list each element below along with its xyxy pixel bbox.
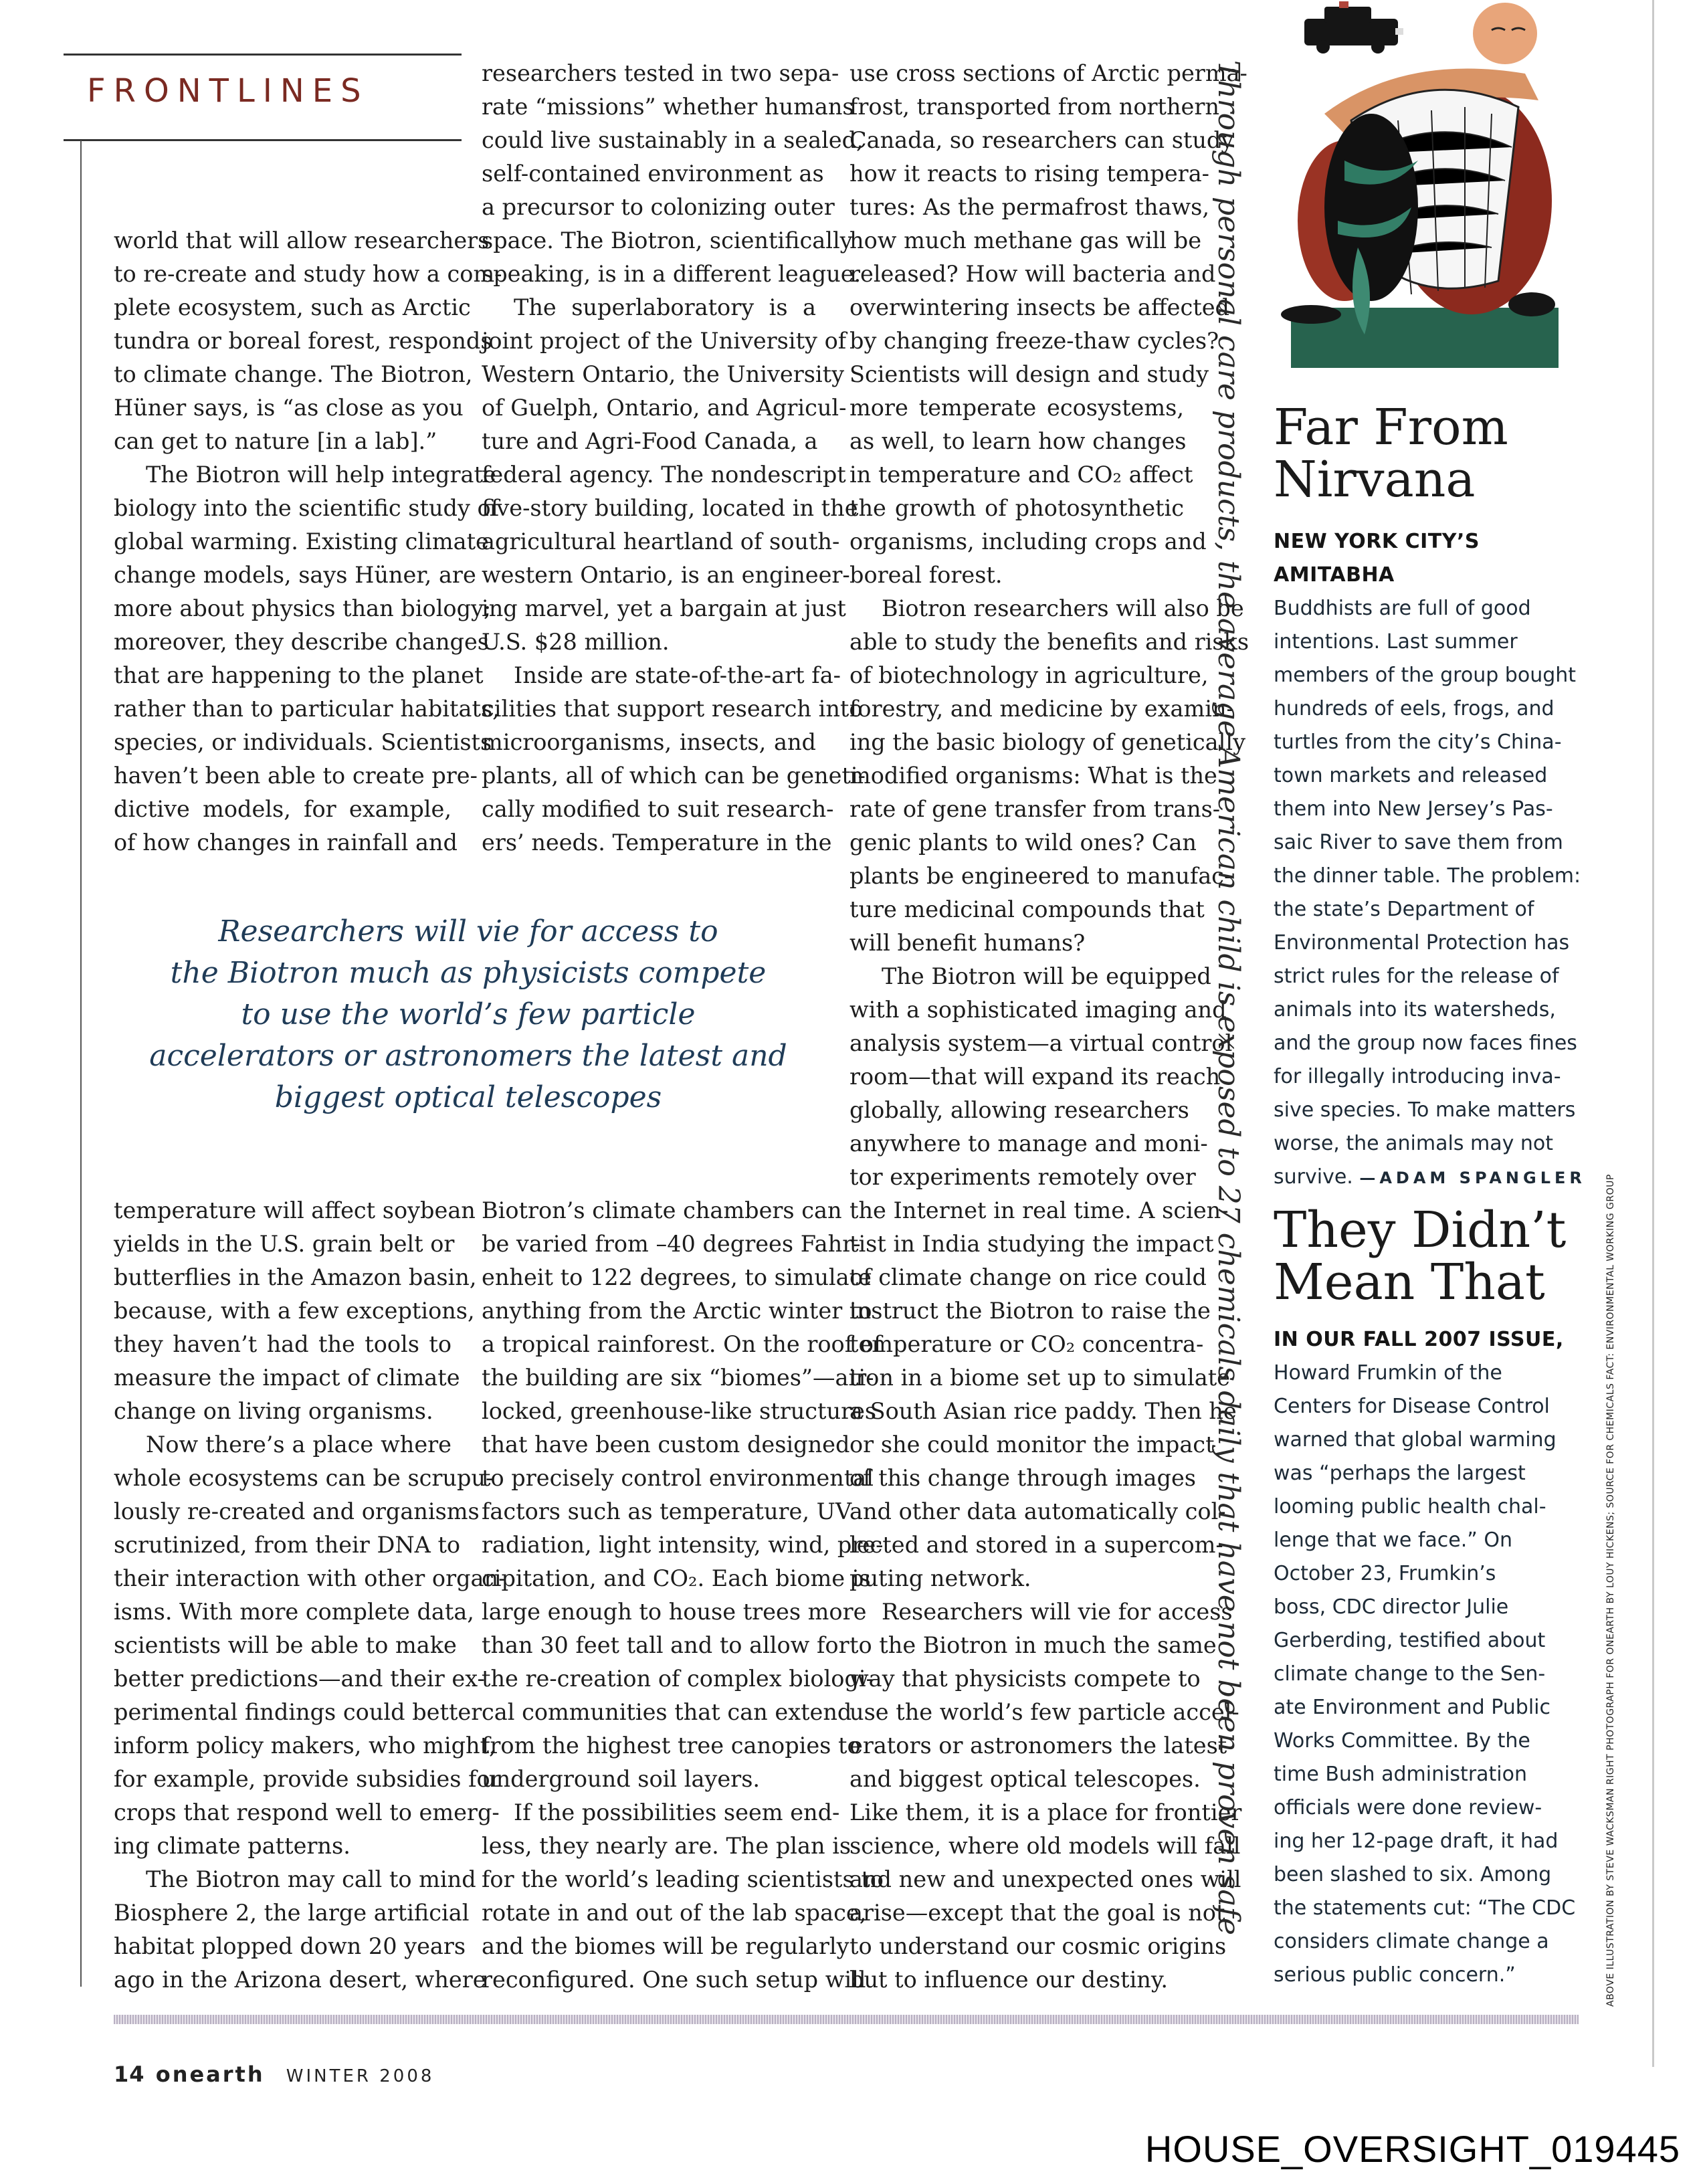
text-line: Now there’s a place where: [146, 1431, 452, 1458]
text-line: Canada, so researchers can study: [849, 127, 1234, 153]
text-line: organisms, including crops and: [849, 528, 1207, 555]
text-line: The Biotron will help integrate: [146, 462, 496, 488]
text-line: ing climate patterns.: [114, 1833, 350, 1859]
text-line: perimental findings could better: [114, 1699, 482, 1725]
text-line: Hüner says, is “as close as you: [114, 395, 464, 421]
story-line: worse, the animals may not: [1274, 1132, 1554, 1155]
sidebar-headline-far-from-nirvana: [1274, 401, 1508, 506]
text-line: rate “missions” whether humans: [482, 94, 854, 120]
text-line: tor experiments remotely over: [849, 1164, 1196, 1190]
text-line: world that will allow researchers: [114, 227, 490, 254]
text-line: use the world’s few particle accel-: [849, 1699, 1239, 1725]
text-line: rotate in and out of the lab space,: [482, 1900, 867, 1926]
text-line: moreover, they describe changes: [114, 629, 489, 655]
text-line: self-contained environment as: [482, 161, 824, 187]
text-line: the re-creation of complex biologi-: [482, 1666, 874, 1692]
text-line: factors such as temperature, UV: [482, 1498, 852, 1524]
text-line: plants be engineered to manufac-: [849, 863, 1232, 889]
text-line: Like them, it is a place for frontier: [849, 1799, 1242, 1825]
text-line: less, they nearly are. The plan is: [482, 1833, 852, 1859]
text-line: globally, allowing researchers: [849, 1097, 1189, 1123]
text-line: how it reacts to rising tempera-: [849, 161, 1209, 187]
text-line: whole ecosystems can be scrupu-: [114, 1465, 494, 1491]
text-line: frost, transported from northern: [849, 94, 1219, 120]
footer-rule: [114, 2015, 1579, 2024]
text-line: can get to nature [in a lab].”: [114, 428, 437, 454]
text-line: measure the impact of climate: [114, 1365, 460, 1391]
story-line: looming public health chal-: [1274, 1495, 1546, 1518]
column-left-rule: [80, 140, 82, 1987]
story-line: Howard Frumkin of the: [1274, 1361, 1502, 1385]
story-line: boss, CDC director Julie: [1274, 1595, 1509, 1619]
story-line: ing her 12-page draft, it had: [1274, 1829, 1559, 1853]
story-line: hundreds of eels, frogs, and: [1274, 697, 1555, 720]
pull-quote-line: to use the world’s few particle: [241, 997, 696, 1031]
text-line: speaking, is in a different league.: [482, 261, 862, 287]
text-line: scientists will be able to make: [114, 1632, 457, 1658]
pull-quote-line: accelerators or astronomers the latest and: [149, 1039, 787, 1073]
pull-quote: [127, 911, 809, 1118]
issue-date: WINTER 2008: [286, 2066, 435, 2086]
text-line: inform policy makers, who might,: [114, 1732, 496, 1759]
text-line: boreal forest.: [849, 562, 1003, 588]
bates-number: HOUSE_OVERSIGHT_019445: [1144, 2128, 1680, 2170]
text-line: scrutinized, from their DNA to: [114, 1532, 461, 1558]
text-line: Inside are state-of-the-art fa-: [514, 662, 841, 688]
story-kicker: IN OUR FALL 2007 ISSUE,: [1274, 1328, 1564, 1351]
section-label: FRONTLINES: [87, 72, 369, 110]
text-line: Western Ontario, the University: [482, 361, 845, 387]
text-line: the Internet in real time. A scien-: [849, 1197, 1229, 1223]
story-line: saic River to save them from: [1274, 831, 1563, 854]
story-line: time Bush administration: [1274, 1763, 1527, 1786]
text-line: federal agency. The nondescript: [482, 462, 846, 488]
text-line: The Biotron will be equipped: [882, 963, 1211, 989]
text-line: Researchers will vie for access: [882, 1599, 1233, 1625]
text-line: tures: As the permafrost thaws,: [849, 194, 1209, 220]
text-line: space. The Biotron, scientifically: [482, 227, 853, 254]
footer-folio: [114, 2062, 434, 2087]
text-line: change models, says Hüner, are: [114, 562, 476, 588]
text-line: The superlaboratory is a: [514, 294, 816, 320]
text-line: instruct the Biotron to raise the: [849, 1298, 1211, 1324]
text-line: temperature will affect soybean: [114, 1197, 476, 1223]
story-line: warned that global warming: [1274, 1428, 1557, 1452]
text-line: better predictions—and their ex-: [114, 1666, 485, 1692]
text-line: cal communities that can extend: [482, 1699, 852, 1725]
pull-quote-line: the Biotron much as physicists compete: [170, 956, 767, 990]
text-line: to understand our cosmic origins: [849, 1933, 1227, 1959]
text-line: science, where old models will fall: [849, 1833, 1241, 1859]
text-line: room—that will expand its reach: [849, 1064, 1221, 1090]
story-byline: —ADAM SPANGLER: [1359, 1169, 1586, 1187]
story-line: for illegally introducing inva-: [1274, 1065, 1561, 1088]
text-line: the building are six “biomes”—air-: [482, 1365, 874, 1391]
story-line: sive species. To make matters: [1274, 1098, 1576, 1122]
story-line: Gerberding, testified about: [1274, 1629, 1546, 1652]
text-line: plete ecosystem, such as Arctic: [114, 294, 471, 320]
text-line: lected and stored in a supercom-: [849, 1532, 1223, 1558]
text-line: underground soil layers.: [482, 1766, 761, 1792]
text-line: in temperature and CO₂ affect: [849, 462, 1193, 488]
text-line: for example, provide subsidies for: [114, 1766, 501, 1792]
text-line: U.S. $28 million.: [482, 629, 670, 655]
text-line: radiation, light intensity, wind, pre-: [482, 1532, 884, 1558]
story-line: town markets and released: [1274, 764, 1548, 787]
text-line: tundra or boreal forest, responds: [114, 328, 492, 354]
text-line: the growth of photosynthetic: [849, 495, 1184, 521]
article-column-2-bottom: [482, 1194, 884, 1997]
text-line: ture medicinal compounds that: [849, 896, 1205, 922]
man-carrying-tub-illustration-icon: [1271, 0, 1585, 375]
text-line: of Guelph, Ontario, and Agricul-: [482, 395, 847, 421]
text-line: crops that respond well to emerg-: [114, 1799, 500, 1825]
text-line: genic plants to wild ones? Can: [849, 829, 1197, 856]
header-bottom-rule: [64, 139, 462, 141]
story-line: them into New Jersey’s Pas-: [1274, 797, 1553, 821]
text-line: how much methane gas will be: [849, 227, 1202, 254]
text-line: global warming. Existing climate: [114, 528, 489, 555]
text-line: and the biomes will be regularly: [482, 1933, 849, 1959]
text-line: The Biotron may call to mind: [146, 1866, 476, 1892]
text-line: by changing freeze-thaw cycles?: [849, 328, 1219, 354]
text-line: enheit to 122 degrees, to simulate: [482, 1264, 872, 1290]
text-line: change on living organisms.: [114, 1398, 433, 1424]
story-line: ate Environment and Public: [1274, 1696, 1550, 1719]
headline-line: Mean That: [1274, 1254, 1545, 1311]
story-line: and the group now faces fines: [1274, 1031, 1577, 1055]
text-line: western Ontario, is an engineer-: [482, 562, 850, 588]
story-last-line: [1274, 1161, 1588, 1195]
text-line: temperature or CO₂ concentra-: [849, 1331, 1204, 1357]
text-line: to precisely control environmental: [482, 1465, 874, 1491]
text-line: lously re-created and organisms: [114, 1498, 480, 1524]
story-line: Environmental Protection has: [1274, 931, 1570, 955]
story-line: been slashed to six. Among: [1274, 1863, 1552, 1886]
text-line: If the possibilities seem end-: [514, 1799, 840, 1825]
text-line: than 30 feet tall and to allow for: [482, 1632, 849, 1658]
text-line: that are happening to the planet: [114, 662, 484, 688]
text-line: from the highest tree canopies to: [482, 1732, 861, 1759]
story-line: the state’s Department of: [1274, 898, 1534, 921]
story-line: was “perhaps the largest: [1274, 1462, 1526, 1485]
headline-line: Nirvana: [1274, 451, 1476, 508]
headline-line: Far From: [1274, 399, 1508, 456]
text-line: Biosphere 2, the large artificial: [114, 1900, 470, 1926]
text-line: of climate change on rice could: [849, 1264, 1207, 1290]
text-line: agricultural heartland of south-: [482, 528, 840, 555]
headline-line: They Didn’t: [1274, 1201, 1567, 1259]
vertical-fact-text: Through personal care products, the average American child is exposed to 27 chemicals daily that have not been proven safe: [1211, 60, 1245, 1935]
text-line: ago in the Arizona desert, where: [114, 1967, 486, 1993]
text-line: to the Biotron in much the same: [849, 1632, 1217, 1658]
text-line: their interaction with other organ-: [114, 1565, 506, 1591]
text-line: forestry, and medicine by examin-: [849, 696, 1234, 722]
text-line: habitat plopped down 20 years: [114, 1933, 466, 1959]
sidebar-headline-they-didnt-mean-that: [1274, 1201, 1567, 1311]
text-line: to climate change. The Biotron,: [114, 361, 473, 387]
page-number: 14: [114, 2062, 145, 2087]
text-line: Biotron researchers will also be: [882, 595, 1244, 621]
story-kicker: NEW YORK CITY’S AMITABHA: [1274, 530, 1480, 587]
text-line: Scientists will design and study: [849, 361, 1209, 387]
text-line: five-story building, located in the: [482, 495, 858, 521]
page-edge: [1652, 0, 1654, 2067]
text-line: be varied from –40 degrees Fahr-: [482, 1231, 861, 1257]
text-line: large enough to house trees more: [482, 1599, 867, 1625]
magazine-name: onearth: [155, 2062, 265, 2087]
text-line: ture and Agri-Food Canada, a: [482, 428, 818, 454]
story-line: animals into its watersheds,: [1274, 998, 1556, 1021]
text-line: will benefit humans?: [849, 930, 1086, 956]
vertical-chemicals-fact: [1212, 60, 1252, 2000]
text-line: arise—except that the goal is not: [849, 1900, 1225, 1926]
text-line: for the world’s leading scientists to: [482, 1866, 884, 1892]
story-line: the statements cut: “The CDC: [1274, 1896, 1576, 1920]
story-line: survive.: [1274, 1165, 1360, 1189]
text-line: and other data automatically col-: [849, 1498, 1226, 1524]
text-line: ers’ needs. Temperature in the: [482, 829, 832, 856]
text-line: as well, to learn how changes: [849, 428, 1187, 454]
text-line: tion in a biome set up to simulate: [849, 1365, 1230, 1391]
text-line: a South Asian rice paddy. Then he: [849, 1398, 1237, 1424]
text-line: they haven’t had the tools to: [114, 1331, 452, 1357]
text-line: haven’t been able to create pre-: [114, 763, 478, 789]
photo-credit-text: ABOVE ILLUSTRATION BY STEVE WACKSMAN RIGHT PHOTOGRAPH FOR ONEARTH BY LOUY HICKENS; SOURCE FOR CHEMICALS FACT: ENVIRONMENTAL WORKING GROUP: [1605, 1174, 1616, 2007]
story-line: Works Committee. By the: [1274, 1729, 1530, 1753]
text-line: erators or astronomers the latest: [849, 1732, 1227, 1759]
text-line: cilities that support research into: [482, 696, 863, 722]
text-line: a tropical rainforest. On the roof of: [482, 1331, 882, 1357]
text-line: modified organisms: What is the: [849, 763, 1217, 789]
text-line: rather than to particular habitats,: [114, 696, 500, 722]
text-line: with a sophisticated imaging and: [849, 997, 1227, 1023]
text-line: anywhere to manage and moni-: [849, 1130, 1208, 1157]
story-line: officials were done review-: [1274, 1796, 1542, 1819]
text-line: ing the basic biology of genetically: [849, 729, 1246, 755]
text-line: Biotron’s climate chambers can: [482, 1197, 842, 1223]
text-line: of how changes in rainfall and: [114, 829, 458, 856]
text-line: use cross sections of Arctic perma-: [849, 60, 1247, 86]
story-line: Centers for Disease Control: [1274, 1395, 1550, 1418]
text-line: dictive models, for example,: [114, 796, 452, 822]
text-line: of this change through images: [849, 1465, 1196, 1491]
story-line: turtles from the city’s China-: [1274, 730, 1562, 754]
police-car-icon: [1304, 1, 1403, 54]
story-line: strict rules for the release of: [1274, 965, 1559, 988]
sidebar-illustration: [1271, 0, 1585, 375]
text-line: isms. With more complete data,: [114, 1599, 474, 1625]
story-line: Buddhists are full of good: [1274, 597, 1531, 620]
story-line: serious public concern.”: [1274, 1963, 1516, 1987]
text-line: anything from the Arctic winter to: [482, 1298, 872, 1324]
story-line: climate change to the Sen-: [1274, 1662, 1546, 1686]
sidebar-story-they-didnt-mean-that: [1274, 1323, 1588, 1992]
text-line: tist in India studying the impact: [849, 1231, 1214, 1257]
text-line: analysis system—a virtual control: [849, 1030, 1233, 1056]
article-column-1-bottom: [114, 1194, 506, 1997]
text-line: yields in the U.S. grain belt or: [114, 1231, 455, 1257]
text-line: could live sustainably in a sealed,: [482, 127, 864, 153]
text-line: cally modified to suit research-: [482, 796, 834, 822]
text-line: ing marvel, yet a bargain at just: [482, 595, 846, 621]
text-line: of biotechnology in agriculture,: [849, 662, 1209, 688]
text-line: and biggest optical telescopes.: [849, 1766, 1201, 1792]
text-line: more temperate ecosystems,: [849, 395, 1184, 421]
photo-credit: [1605, 1070, 1619, 2007]
text-line: that have been custom designed: [482, 1431, 850, 1458]
story-line: considers climate change a: [1274, 1930, 1549, 1953]
sidebar-story-far-from-nirvana: [1274, 525, 1588, 1195]
text-line: microorganisms, insects, and: [482, 729, 816, 755]
text-line: more about physics than biology;: [114, 595, 492, 621]
story-line: October 23, Frumkin’s: [1274, 1562, 1496, 1585]
text-line: plants, all of which can be geneti-: [482, 763, 866, 789]
story-line: members of the group bought: [1274, 664, 1577, 687]
text-line: locked, greenhouse-like structures: [482, 1398, 877, 1424]
text-line: researchers tested in two sepa-: [482, 60, 839, 86]
text-line: puting network.: [849, 1565, 1031, 1591]
text-line: to re-create and study how a com-: [114, 261, 502, 287]
text-line: a precursor to colonizing outer: [482, 194, 835, 220]
story-line: intentions. Last summer: [1274, 630, 1518, 654]
story-line: the dinner table. The problem:: [1274, 864, 1581, 888]
text-line: able to study the benefits and risks: [849, 629, 1249, 655]
text-line: reconfigured. One such setup will: [482, 1967, 866, 1993]
text-line: overwintering insects be affected: [849, 294, 1229, 320]
text-line: and new and unexpected ones will: [849, 1866, 1241, 1892]
text-line: released? How will bacteria and: [849, 261, 1216, 287]
pull-quote-line: Researchers will vie for access to: [218, 914, 718, 949]
article-column-1-top: [114, 224, 502, 860]
text-line: cipitation, and CO₂. Each biome is: [482, 1565, 871, 1591]
text-line: joint project of the University of: [482, 328, 847, 354]
text-line: because, with a few exceptions,: [114, 1298, 475, 1324]
text-line: but to influence our destiny.: [849, 1967, 1169, 1993]
text-line: butterflies in the Amazon basin,: [114, 1264, 477, 1290]
header-top-rule: [64, 54, 462, 56]
text-line: or she could monitor the impact: [849, 1431, 1215, 1458]
article-column-2-top: [482, 57, 866, 860]
text-line: biology into the scientific study of: [114, 495, 500, 521]
text-line: species, or individuals. Scientists: [114, 729, 492, 755]
story-line: lenge that we face.” On: [1274, 1528, 1512, 1552]
text-line: rate of gene transfer from trans-: [849, 796, 1221, 822]
text-line: way that physicists compete to: [849, 1666, 1201, 1692]
pull-quote-line: biggest optical telescopes: [274, 1080, 662, 1114]
